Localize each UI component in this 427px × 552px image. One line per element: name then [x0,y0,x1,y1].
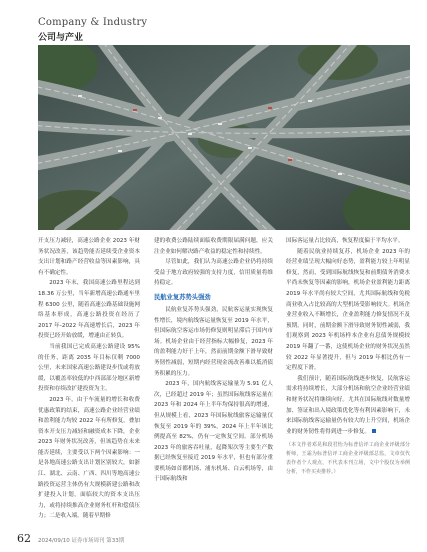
paragraph: 2023 年，由于车流量的增长和收费优惠政策的结束，高速公路企业经营业绩和盈利能力均较 2022 年有所修复，叠加资本开支压力减轻和融资成本下降，企业 2023 年财务状况改善，但该趋势在未来能否延续，主要受以下两个因素影响：一是各地高速公路支出计划区别较大，如浙江、湖北、云南、广西、四川等地高速公路投资运营主体仍有大规模新建公路和改扩建投入计划，面临较大的资本支出压力，或将持续推高企业财务杠杆和偿债压力；二是收入端，随着早期修 [38,396,140,520]
paragraph: 开支压力减轻，高速公路企业 2023 年财务状况改善，该趋势能否延续受企业资本支出计划和路产经营收益等因素影响，具有不确定性。 [38,238,140,276]
paragraph: 2023 年，国内航线客运输量为 5.91 亿人次，已经超过 2019 年；虽然国际航线客运量在 2023 年和 2024 年上半年均保持很高的增速，但从规模上看，2023 年国际航线旅客运输量仅恢复至 2019 年的 39%，2024 年上半年该比例提高至 82%，仍有一定恢复空间。部分机场 2023 年的旅客吞吐量，起降架次等主要生产数据已经恢复至接近 2019 年水平，但也有部分重要机场如首都机场、浦东机场、白云机场等，由于国际航线和 [154,381,273,483]
page-footer [17,532,411,546]
paragraph: 随着民航业持续复苏，机场企业 2023 年的经营业绩呈现大幅向好态势，盈利能力较上年明显修复，然而，受到国际航线恢复和前期债务消费水平尚未恢复等因素的影响，机场企业盈利能力距离 2019 年水平尚有较大空间，尤其国际航线和免税商业收入占比较高的大型机场受影响较大。机场企业营业收入不断增长，企业盈利能力修复情况不及预期。同时，前期金额下滑导致财务韧性减弱，我们观察到 2023 年机场样本企业有息债务规模较 2019 年翻了一番，这使机场企业的财务状况虽然较 2022 年显著提升，但与 2019 年相比仍有一定程度下滑。 [286,248,410,372]
text-column-1 [38,236,140,536]
paragraph: 尽管如此，我们认为高速公路企业仍将持续受益于地方政府较强的支持力度，信用质量将维持稳定。 [154,259,273,287]
paragraph: 民航业复苏势头强劲，民航客运量实现恢复性增长，境内航线客运量恢复至 2019 年水平，但国际航空客运市场仍修复则明显滞后于国内市场。机场企业由于经营指标大幅修复，2023 年的盈利能力好于上年，然而前期金额下滑导致财务韧性减弱，短期内经营现金流改善难以抵消债务积累的压力。 [154,306,273,377]
text-column-2 [154,236,273,536]
paragraph: 国际客运量占比较高，恢复程度偏于平均水平。 [286,238,404,244]
paragraph: 当前我国已完成高速公路建设 95% 的任务，距离 2035 年目标仅剩 7000 公里，未来国家高速公路建设步伐或将放缓，以覆盖率较低的中西部部分地区新增投资和存续改扩建投资为主。 [38,343,140,393]
text-column-3 [286,236,410,536]
subheading: 民航业复苏势头强劲 [154,293,211,301]
issue-line: 2024/09/10 证券市场周刊 第33期 [38,538,125,544]
section-title-en: Company & Industry [38,17,148,28]
paragraph: 2023 年末，我国高速公路里程达到 18.36 万公里，当年新增高速公路通车里程 6300 公里，随着高速公路基础设施网络基本形成，高速公路投资在经历了 2017 年-2022 年高速增长后，2023 年投资已经开始放缓，增速由正转负。 [38,280,140,340]
page-number: 62 [17,532,31,545]
author-note: （本文作者邓晃和段君怡为标普信评工商企业评级部分析师，王霜为标普信评工商企业评级部总监，文章仅代表作者个人观点，不代表本刊立场，文中个股仅为举例分析，不作买卖推荐。） [286,442,410,476]
paragraph: 建的收费公路陆续面临收费期限届满问题，应关注企业如何解决路产收益的稳定性和持续性。 [154,238,273,255]
end-of-article-square-icon [372,429,376,433]
paragraph-text: 我们预计，随着国际航线逐步恢复，民航客运需求将持续增长，大部分机场和航空企业经营业绩和财务状况将继续向好。尤其在国际航线对数量增加、签证和出入境政策优化等有利因素影响下，未来国际航线客运输量仍有较大的上升空间，机场企业的财务韧性将得到进一步修复。 [286,375,410,435]
section-title-cn: 公司与产业 [38,33,84,43]
hero-photo-highway-interchange [38,45,410,230]
paragraph [286,374,410,438]
